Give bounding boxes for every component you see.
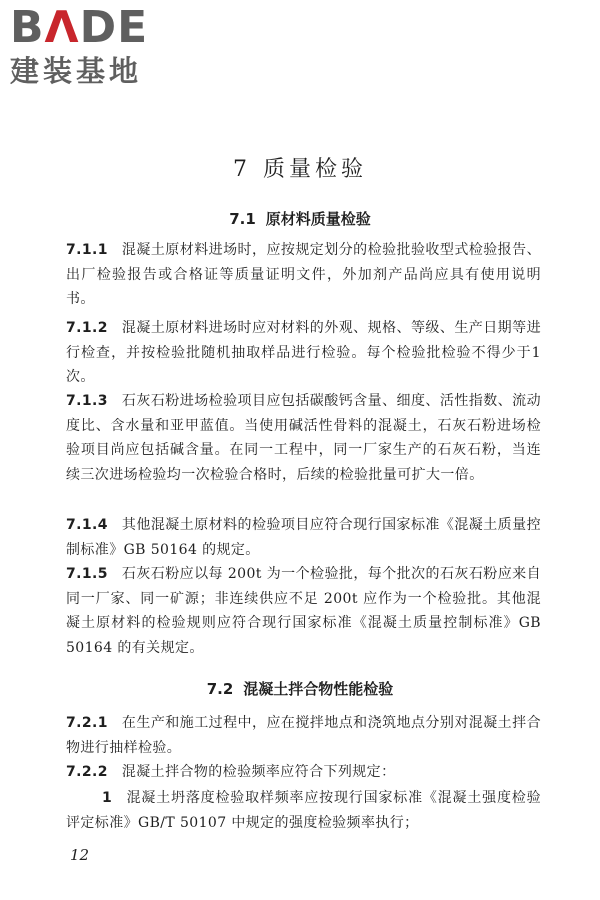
clause xyxy=(66,238,541,312)
clause-text: 混凝土原材料进场时，应按规定划分的检验批验收型式检验报告、出厂检验报告或合格证等质量证明文件，外加剂产品尚应具有使用说明书。 xyxy=(66,242,541,307)
section-number: 7.1 xyxy=(229,210,256,228)
clause-number: 7.2.1 xyxy=(66,715,108,731)
clause-text: 混凝土原材料进场时应对材料的外观、规格、等级、生产日期等进行检查，并按检验批随机抽取样品进行检验。每个检验批检验不得少于1次。 xyxy=(66,320,541,385)
clause xyxy=(66,711,541,760)
logo-subtitle: 建装基地 xyxy=(10,54,143,88)
section-title: 混凝土拌合物性能检验 xyxy=(243,680,394,698)
chapter-number: 7 xyxy=(232,157,251,182)
section-heading xyxy=(0,208,600,229)
clause-number: 7.1.4 xyxy=(66,517,108,533)
clause xyxy=(66,562,541,660)
clause-text: 石灰石粉进场检验项目应包括碳酸钙含量、细度、活性指数、流动度比、含水量和亚甲蓝值。当使用碱活性骨料的混凝土，石灰石粉进场检验项目尚应包括碱含量。在同一工程中，同一厂家生产的石灰石粉，当连续三次进场检验均一次检验合格时，后续的检验批量可扩大一倍。 xyxy=(66,393,541,483)
clause-number: 7.1.1 xyxy=(66,242,108,258)
clause-text: 石灰石粉应以每 200t 为一个检验批，每个批次的石灰石粉应来自同一厂家、同一矿源；非连续供应不足 200t 应作为一个检验批。其他混凝土原材料的检验规则应符合现行国家标准《混凝土质量控制标准》GB 50164 的有关规定。 xyxy=(66,566,541,656)
clause xyxy=(66,316,541,390)
list-item xyxy=(66,786,541,835)
clause xyxy=(66,389,541,487)
clause-text: 混凝土拌合物的检验频率应符合下列规定： xyxy=(121,764,396,780)
section-heading xyxy=(0,678,600,699)
item-text: 混凝土坍落度检验取样频率应按现行国家标准《混凝土强度检验评定标准》GB/T 50107 中规定的强度检验频率执行； xyxy=(66,790,541,831)
page-number: 12 xyxy=(70,846,90,864)
clause-number: 7.2.2 xyxy=(66,764,108,780)
chapter-heading xyxy=(0,152,600,183)
clause xyxy=(66,513,541,562)
clause-text: 其他混凝土原材料的检验项目应符合现行国家标准《混凝土质量控制标准》GB 50164 的规定。 xyxy=(66,517,541,558)
clause xyxy=(66,760,541,785)
publisher-logo xyxy=(10,2,175,88)
item-number: 1 xyxy=(102,790,113,806)
section-number: 7.2 xyxy=(206,680,234,698)
chapter-title: 质量检验 xyxy=(262,157,367,182)
clause-number: 7.1.3 xyxy=(66,393,108,409)
clause-number: 7.1.5 xyxy=(66,566,108,582)
logo-wordmark: BΛDE xyxy=(10,2,149,53)
clause-number: 7.1.2 xyxy=(66,320,108,336)
clause-text: 在生产和施工过程中，应在搅拌地点和浇筑地点分别对混凝土拌合物进行抽样检验。 xyxy=(66,715,541,756)
section-title: 原材料质量检验 xyxy=(265,210,371,228)
